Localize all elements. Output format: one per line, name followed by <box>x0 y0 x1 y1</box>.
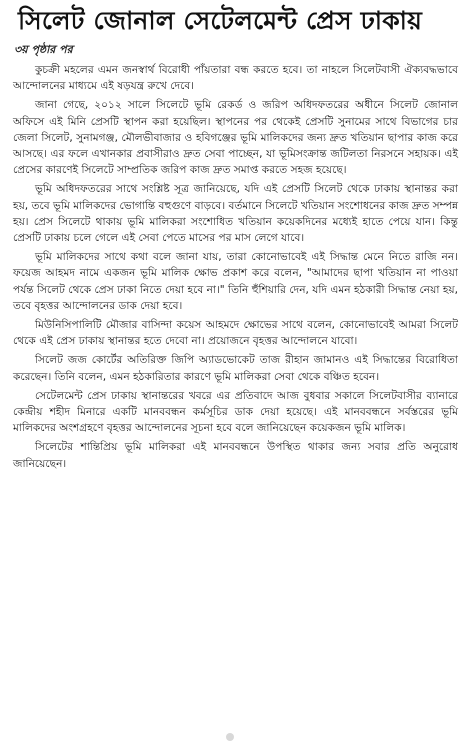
article-paragraph: সেটেলমেন্ট প্রেস ঢাকায় স্থানান্তরের খবরে এর প্রতিবাদে আজ বুধবার সকালে সিলেটবাসীর ব্যানারে কেন্দ্রীয় শহীদ মিনারে একটি মানববন্ধন কর্মসূচির ডাক দেয়া হয়েছে। এই মানববন্ধনে সর্বস্তরের ভূমি মালিকদের অংশগ্রহণে বৃহত্তর আন্দোলনের সূচনা হবে বলে জানিয়েছেন কয়েকজন ভূমি মালিক। <box>13 389 459 435</box>
article-paragraph: ভূমি মালিকদের সাথে কথা বলে জানা যায়, তারা কোনোভাবেই এই সিদ্ধান্ত মেনে নিতে রাজি নন। ফয়েজ আহমদ নামে একজন ভূমি মালিক ক্ষোভ প্রকাশ করে বলেন, "আমাদের ছাপা খতিয়ান না পাওয়া পর্যন্ত সিলেট থেকে প্রেস ঢাকা নিতে দেয়া হবে না।" তিনি হুঁশিয়ারি দেন, যদি এমন হঠকারী সিদ্ধান্ত নেয়া হয়, তবে বৃহত্তর আন্দোলনের ডাক দেয়া হবে। <box>13 251 458 312</box>
article-paragraph: কুচক্রী মহলের এমন জনস্বার্থ বিরোধী পাঁয়তারা বন্ধ করতে হবে। তা নাহলে সিলেটবাসী ঐক্যবদ্ধভাবে আন্দোলনের মাধ্যমে এই ষড়যন্ত্র রুখে দেবে। <box>13 64 458 93</box>
article-paragraph: ভূমি অধিদফতরের সাথে সংশ্লিষ্ট সূত্র জানিয়েছে, যদি এই প্রেসটি সিলেট থেকে ঢাকায় স্থানান্তর করা হয়, তবে ভূমি মালিকদের ভোগান্তি বহুগুণে বাড়বে। বর্তমানে সিলেটে খতিয়ান সংশোধনের কাজ দ্রুত সম্পন্ন হয়। প্রেস সিলেটে থাকায় ভূমি মালিকরা সংশোধিত খতিয়ান কয়েকদিনের মধ্যেই হাতে পেয়ে যান। কিন্তু প্রেসটি ঢাকায় চলে গেলে এই সেবা পেতে মাসের পর মাস লেগে যাবে। <box>13 183 458 245</box>
article-paragraph: সিলেট জজ কোর্টের অতিরিক্ত জিপি অ্যাডভোকেট তাজ রীহান জামানও এই সিদ্ধান্তের বিরোধিতা করেছেন। তিনি বলেন, এমন হঠকারিতার কারণে ভূমি মালিকরা সেবা থেকে বঞ্চিত হবেন। <box>13 354 458 383</box>
article-body <box>13 62 458 475</box>
paper-mark <box>226 733 234 741</box>
article-paragraph: সিলেটের শান্তিপ্রিয় ভূমি মালিকরা এই মানববন্ধনে উপস্থিত থাকার জন্য সবার প্রতি অনুরোধ জানিয়েছেন। <box>13 441 458 470</box>
article-paragraph: জানা গেছে, ২০১২ সালে সিলেটে ভূমি রেকর্ড ও জরিপ অধিদফতরের অধীনে সিলেট জোনাল অফিসে এই মিনি প্রেসটি স্থাপন করা হয়েছিল। স্থাপনের পর থেকেই প্রেসটি সুনামের সাথে বিভাগের চার জেলা সিলেট, সুনামগঞ্জ, মৌলভীবাজার ও হবিগঞ্জের ভূমি মালিকদের জন্য দ্রুত খতিয়ান ছাপার কাজ করে আসছে। এর ফলে এখানকার প্রবাসীরাও দ্রুত সেবা পাচ্ছেন, যা ভূমিসংক্রান্ত জটিলতা নিরসনে সহায়ক। এই প্রেসের কারণেই সিলেটে সাম্প্রতিক জরিপ কাজ দ্রুত সমাপ্ত করতে সহজ হয়েছে। <box>13 99 458 177</box>
article-paragraph: মিউনিসিপালিটি মৌজার বাসিন্দা কয়েস আহমদে ক্ষোভের সাথে বলেন, কোনোভাবেই আমরা সিলেট থেকে এই প্রেস ঢাকায় স্থানান্তর হতে দেবো না। প্রয়োজনে বৃহত্তর আন্দোলনে যাবো। <box>13 319 458 348</box>
continued-from-label: ৩য় পৃষ্ঠার পর <box>14 43 73 56</box>
headline: সিলেট জোনাল সেটেলমেন্ট প্রেস ঢাকায় <box>18 6 423 35</box>
